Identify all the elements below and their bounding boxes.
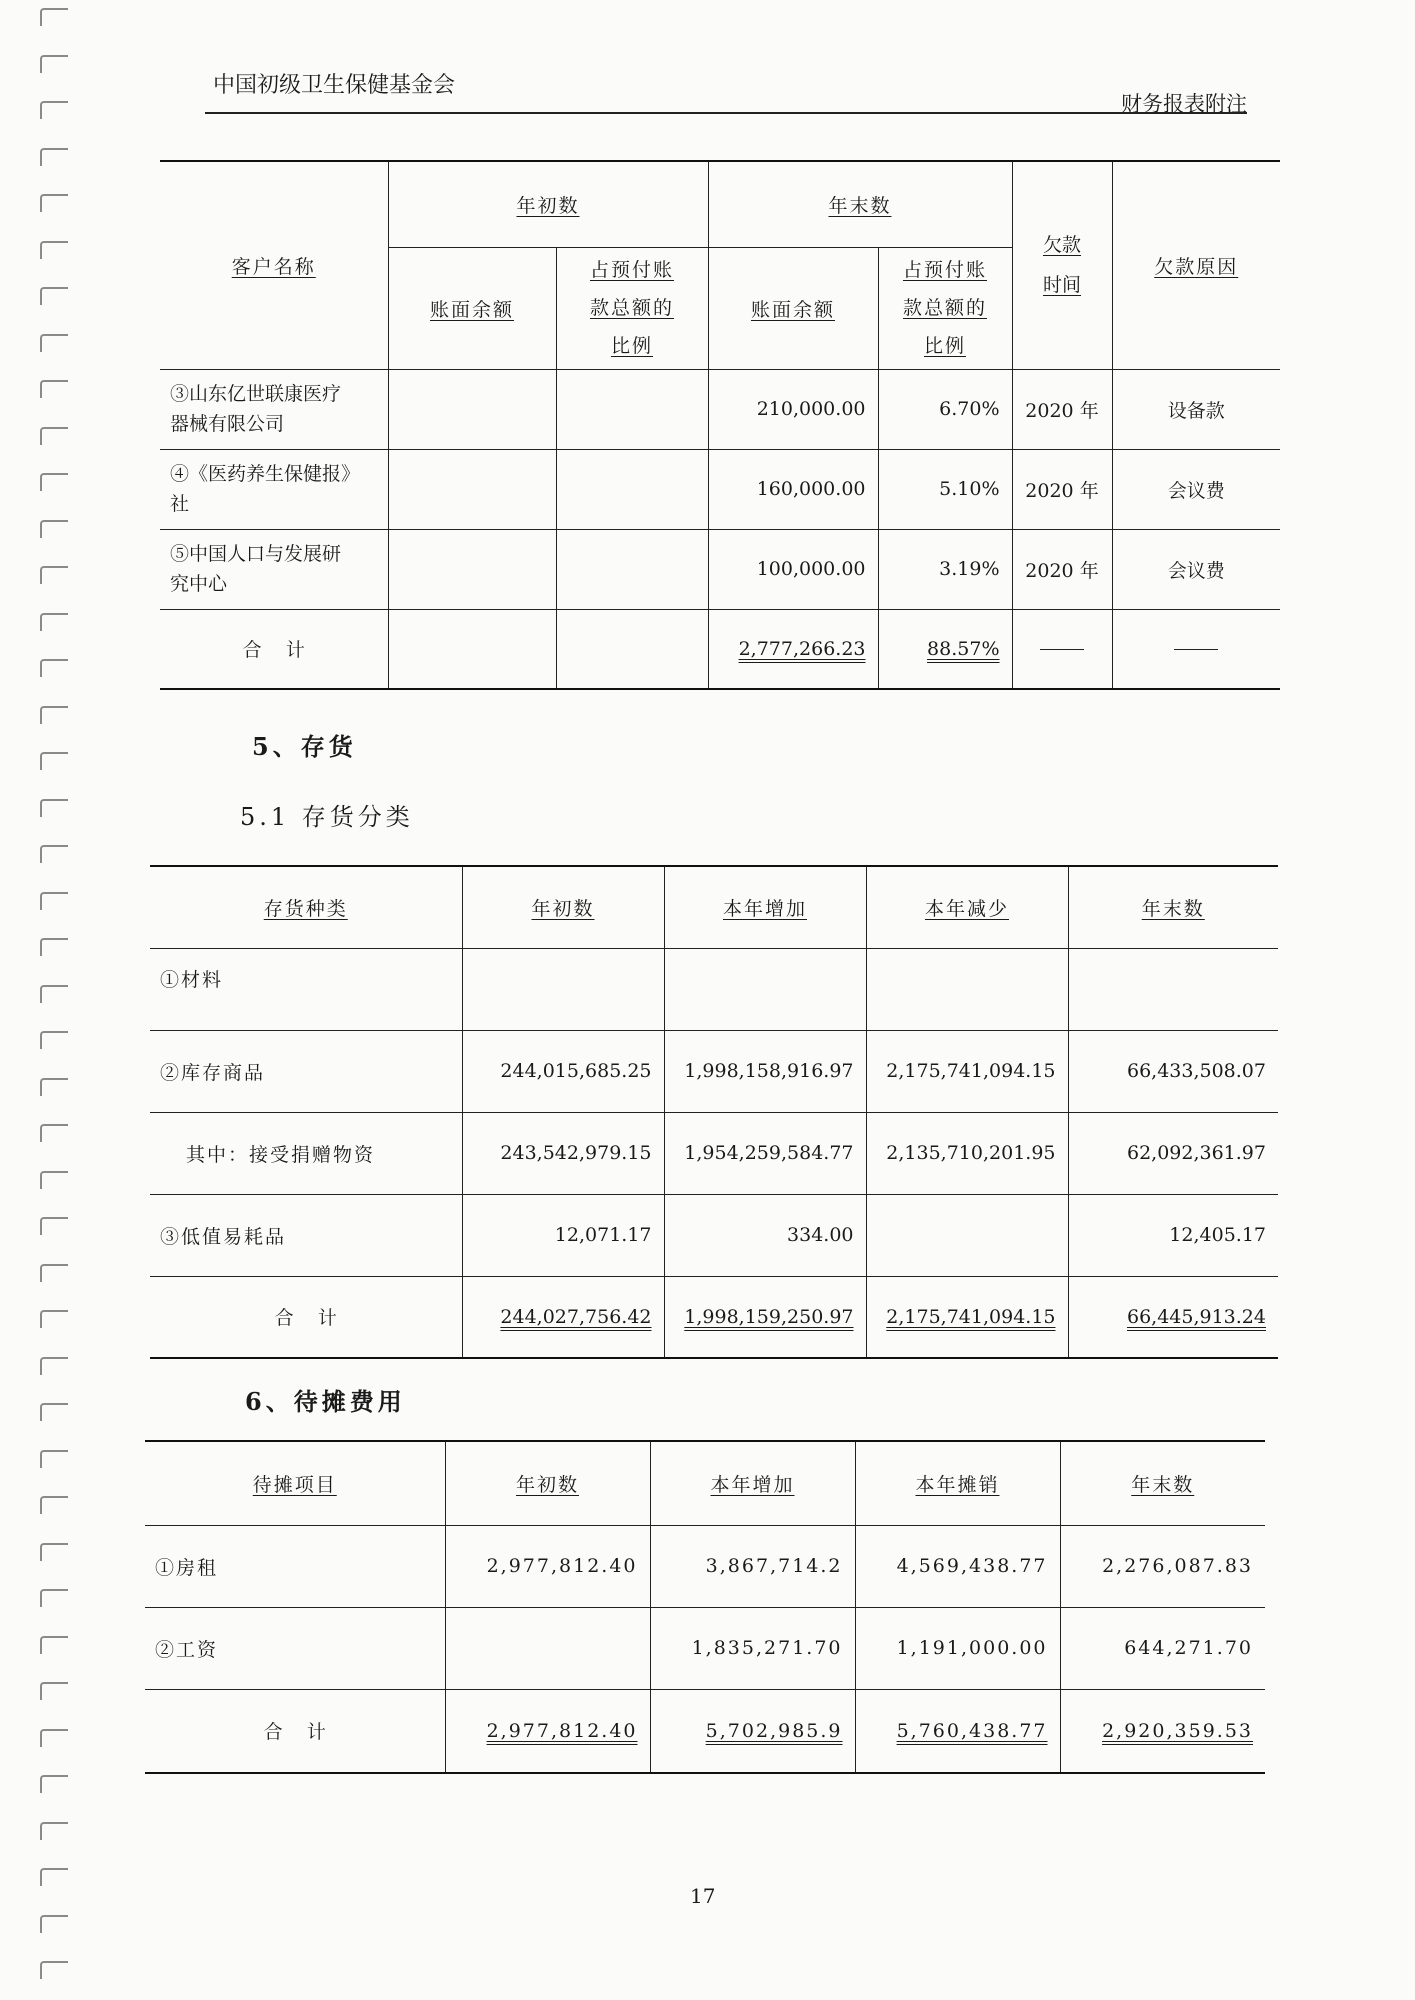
cell: 334.00 bbox=[664, 1194, 866, 1276]
end-balance: 160,000.00 bbox=[708, 449, 878, 529]
binding-hole-mark bbox=[40, 1961, 68, 1979]
cell: 1,191,000.00 bbox=[855, 1607, 1060, 1689]
row-label: 其中：接受捐赠物资 bbox=[150, 1112, 462, 1194]
cell: 2,135,710,201.95 bbox=[866, 1112, 1068, 1194]
cell bbox=[1068, 948, 1278, 1030]
binding-hole-mark bbox=[40, 1496, 68, 1514]
binding-hole-mark bbox=[40, 1822, 68, 1840]
col-header: 年初数 bbox=[445, 1441, 650, 1525]
cell: 244,015,685.25 bbox=[462, 1030, 664, 1112]
binding-hole-mark bbox=[40, 473, 68, 491]
start-ratio bbox=[556, 449, 708, 529]
end-balance: 210,000.00 bbox=[708, 369, 878, 449]
end-ratio: 3.19% bbox=[878, 529, 1012, 609]
cell: 5,760,438.77 bbox=[855, 1689, 1060, 1773]
total-row bbox=[150, 1276, 1278, 1358]
total-label: 合 计 bbox=[145, 1689, 445, 1773]
cell: 2,920,359.53 bbox=[1060, 1689, 1265, 1773]
row-label: ①材料 bbox=[150, 948, 462, 1030]
header-section: 财务报表附注 bbox=[1121, 92, 1247, 116]
binding-hole-mark bbox=[40, 8, 68, 26]
cell: 2,175,741,094.15 bbox=[866, 1030, 1068, 1112]
binding-hole-mark bbox=[40, 1729, 68, 1747]
receivables-table bbox=[160, 160, 1280, 690]
table-row bbox=[150, 1112, 1278, 1194]
cell: 2,276,087.83 bbox=[1060, 1525, 1265, 1607]
binding-hole-mark bbox=[40, 706, 68, 724]
table-row bbox=[150, 1030, 1278, 1112]
binding-hole-mark bbox=[40, 380, 68, 398]
table-header-row bbox=[145, 1441, 1265, 1525]
total-start-balance bbox=[388, 609, 556, 689]
end-balance: 100,000.00 bbox=[708, 529, 878, 609]
binding-hole-mark bbox=[40, 1217, 68, 1235]
binding-hole-mark bbox=[40, 566, 68, 584]
total-dash bbox=[1112, 609, 1280, 689]
header-end-ratio: 占预付账 款总额的 比例 bbox=[878, 247, 1012, 369]
table-row bbox=[145, 1525, 1265, 1607]
cell bbox=[664, 948, 866, 1030]
binding-hole-mark bbox=[40, 1775, 68, 1793]
binding-hole-mark bbox=[40, 1543, 68, 1561]
table-row bbox=[145, 1607, 1265, 1689]
binding-hole-mark bbox=[40, 241, 68, 259]
cell: 62,092,361.97 bbox=[1068, 1112, 1278, 1194]
binding-hole-mark bbox=[40, 427, 68, 445]
binding-hole-mark bbox=[40, 1078, 68, 1096]
binding-hole-mark bbox=[40, 752, 68, 770]
inventory-table bbox=[150, 865, 1278, 1359]
row-label: ②库存商品 bbox=[150, 1030, 462, 1112]
header-customer: 客户名称 bbox=[160, 161, 388, 369]
debt-reason: 会议费 bbox=[1112, 529, 1280, 609]
header-start-book-balance: 账面余额 bbox=[388, 247, 556, 369]
binding-hole-mark bbox=[40, 1589, 68, 1607]
row-label: ①房租 bbox=[145, 1525, 445, 1607]
binding-hole-mark bbox=[40, 985, 68, 1003]
prepaid-table bbox=[145, 1440, 1265, 1774]
header-debt-time: 欠款 时间 bbox=[1012, 161, 1112, 369]
cell: 66,445,913.24 bbox=[1068, 1276, 1278, 1358]
col-header: 年初数 bbox=[462, 866, 664, 948]
header-start-ratio: 占预付账 款总额的 比例 bbox=[556, 247, 708, 369]
binding-hole-mark bbox=[40, 1264, 68, 1282]
binding-holes bbox=[40, 0, 70, 2000]
cell bbox=[445, 1607, 650, 1689]
customer-name: ③山东亿世联康医疗 器械有限公司 bbox=[160, 369, 388, 449]
cell: 243,542,979.15 bbox=[462, 1112, 664, 1194]
start-balance bbox=[388, 369, 556, 449]
col-header: 待摊项目 bbox=[145, 1441, 445, 1525]
total-end-balance: 2,777,266.23 bbox=[708, 609, 878, 689]
binding-hole-mark bbox=[40, 1868, 68, 1886]
cell: 5,702,985.9 bbox=[650, 1689, 855, 1773]
debt-reason: 会议费 bbox=[1112, 449, 1280, 529]
table-row bbox=[150, 948, 1278, 1030]
binding-hole-mark bbox=[40, 334, 68, 352]
cell: 12,405.17 bbox=[1068, 1194, 1278, 1276]
start-ratio bbox=[556, 369, 708, 449]
table-row bbox=[160, 369, 1280, 449]
total-dash bbox=[1012, 609, 1112, 689]
table-row bbox=[160, 449, 1280, 529]
cell: 2,977,812.40 bbox=[445, 1525, 650, 1607]
col-header: 存货种类 bbox=[150, 866, 462, 948]
col-header: 年末数 bbox=[1060, 1441, 1265, 1525]
binding-hole-mark bbox=[40, 520, 68, 538]
customer-name: ⑤中国人口与发展研 究中心 bbox=[160, 529, 388, 609]
table-row bbox=[160, 529, 1280, 609]
start-ratio bbox=[556, 529, 708, 609]
binding-hole-mark bbox=[40, 1124, 68, 1142]
header-rule bbox=[205, 112, 1247, 114]
cell: 2,175,741,094.15 bbox=[866, 1276, 1068, 1358]
binding-hole-mark bbox=[40, 1636, 68, 1654]
col-header: 本年摊销 bbox=[855, 1441, 1060, 1525]
binding-hole-mark bbox=[40, 1310, 68, 1328]
page-number: 17 bbox=[690, 1884, 716, 1908]
total-row bbox=[145, 1689, 1265, 1773]
row-label: ②工资 bbox=[145, 1607, 445, 1689]
col-header: 本年减少 bbox=[866, 866, 1068, 948]
total-row bbox=[160, 609, 1280, 689]
end-ratio: 6.70% bbox=[878, 369, 1012, 449]
header-debt-reason: 欠款原因 bbox=[1112, 161, 1280, 369]
section-inventory-title: 5、存货 bbox=[252, 732, 357, 761]
header-end-book-balance: 账面余额 bbox=[708, 247, 878, 369]
binding-hole-mark bbox=[40, 1171, 68, 1189]
binding-hole-mark bbox=[40, 613, 68, 631]
start-balance bbox=[388, 529, 556, 609]
binding-hole-mark bbox=[40, 1357, 68, 1375]
table-header-row bbox=[150, 866, 1278, 948]
customer-name: ④《医药养生保健报》 社 bbox=[160, 449, 388, 529]
cell: 3,867,714.2 bbox=[650, 1525, 855, 1607]
cell bbox=[866, 1194, 1068, 1276]
header-org: 中国初级卫生保健基金会 bbox=[213, 73, 456, 98]
cell: 12,071.17 bbox=[462, 1194, 664, 1276]
cell: 1,954,259,584.77 bbox=[664, 1112, 866, 1194]
debt-time: 2020 年 bbox=[1012, 529, 1112, 609]
total-start-ratio bbox=[556, 609, 708, 689]
cell bbox=[866, 948, 1068, 1030]
debt-time: 2020 年 bbox=[1012, 369, 1112, 449]
binding-hole-mark bbox=[40, 101, 68, 119]
binding-hole-mark bbox=[40, 799, 68, 817]
header-year-end: 年末数 bbox=[708, 161, 1012, 247]
table-row bbox=[150, 1194, 1278, 1276]
end-ratio: 5.10% bbox=[878, 449, 1012, 529]
binding-hole-mark bbox=[40, 1450, 68, 1468]
cell: 1,998,159,250.97 bbox=[664, 1276, 866, 1358]
cell: 2,977,812.40 bbox=[445, 1689, 650, 1773]
binding-hole-mark bbox=[40, 659, 68, 677]
binding-hole-mark bbox=[40, 55, 68, 73]
binding-hole-mark bbox=[40, 845, 68, 863]
start-balance bbox=[388, 449, 556, 529]
binding-hole-mark bbox=[40, 287, 68, 305]
binding-hole-mark bbox=[40, 938, 68, 956]
col-header: 本年增加 bbox=[664, 866, 866, 948]
total-end-ratio: 88.57% bbox=[878, 609, 1012, 689]
cell: 1,998,158,916.97 bbox=[664, 1030, 866, 1112]
cell: 66,433,508.07 bbox=[1068, 1030, 1278, 1112]
binding-hole-mark bbox=[40, 892, 68, 910]
debt-time: 2020 年 bbox=[1012, 449, 1112, 529]
total-label: 合 计 bbox=[150, 1276, 462, 1358]
col-header: 本年增加 bbox=[650, 1441, 855, 1525]
binding-hole-mark bbox=[40, 1682, 68, 1700]
header-year-start: 年初数 bbox=[388, 161, 708, 247]
binding-hole-mark bbox=[40, 148, 68, 166]
debt-reason: 设备款 bbox=[1112, 369, 1280, 449]
cell: 4,569,438.77 bbox=[855, 1525, 1060, 1607]
binding-hole-mark bbox=[40, 1031, 68, 1049]
col-header: 年末数 bbox=[1068, 866, 1278, 948]
binding-hole-mark bbox=[40, 194, 68, 212]
subsection-inventory-title: 5.1 存货分类 bbox=[240, 803, 414, 831]
cell: 244,027,756.42 bbox=[462, 1276, 664, 1358]
section-prepaid-title: 6、待摊费用 bbox=[245, 1387, 406, 1416]
binding-hole-mark bbox=[40, 1915, 68, 1933]
total-label: 合 计 bbox=[160, 609, 388, 689]
row-label: ③低值易耗品 bbox=[150, 1194, 462, 1276]
cell: 1,835,271.70 bbox=[650, 1607, 855, 1689]
cell bbox=[462, 948, 664, 1030]
cell: 644,271.70 bbox=[1060, 1607, 1265, 1689]
binding-hole-mark bbox=[40, 1403, 68, 1421]
